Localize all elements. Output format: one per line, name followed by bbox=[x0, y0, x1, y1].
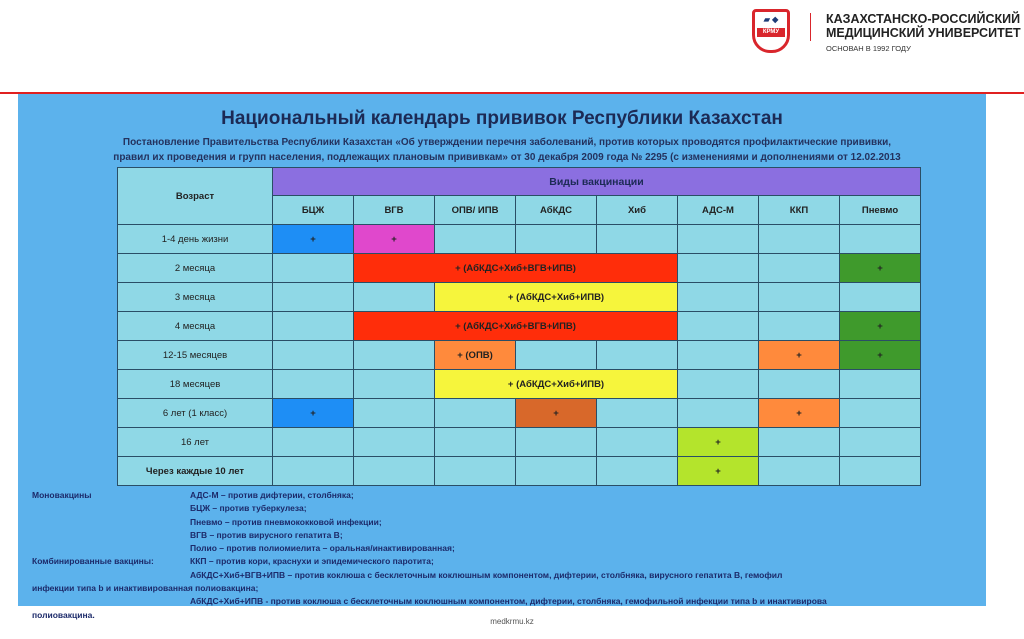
column-header: Хиб bbox=[597, 196, 678, 225]
empty-cell bbox=[759, 254, 840, 283]
empty-cell bbox=[759, 283, 840, 312]
vaccination-cell: + bbox=[840, 312, 921, 341]
vaccination-cell: + bbox=[759, 399, 840, 428]
empty-cell bbox=[678, 370, 759, 399]
vaccination-calendar-photo bbox=[18, 94, 986, 620]
age-cell: 3 месяца bbox=[118, 283, 273, 312]
empty-cell bbox=[678, 254, 759, 283]
table-row bbox=[118, 341, 921, 370]
table-row bbox=[118, 428, 921, 457]
legend-line: Комбинированные вакцины: ККП – против кори, краснухи и эпидемического паротита; bbox=[32, 556, 434, 567]
empty-cell bbox=[840, 428, 921, 457]
age-cell: 12-15 месяцев bbox=[118, 341, 273, 370]
legend-line: Моновакцины АДС-М – против дифтерии, столбняка; bbox=[32, 490, 354, 500]
age-cell: Через каждые 10 лет bbox=[118, 457, 273, 486]
table-row bbox=[118, 254, 921, 283]
empty-cell bbox=[516, 225, 597, 254]
empty-cell bbox=[273, 428, 354, 457]
empty-cell bbox=[840, 225, 921, 254]
divider bbox=[810, 13, 811, 41]
age-cell: 6 лет (1 класс) bbox=[118, 399, 273, 428]
doc-subtitle: Постановление Правительства Республики Казахстан «Об утверждении перечня заболеваний, против которых проводятся профилактические прививки, правил их проведения и групп населения, подлежащих плановым прививкам» от 30 декабря 2009 года № 2295 (с изменениями и дополнениями от 12.02.2013 bbox=[113, 137, 901, 163]
empty-cell bbox=[435, 399, 516, 428]
empty-cell bbox=[597, 225, 678, 254]
age-header: Возраст bbox=[118, 168, 273, 225]
legend-line: инфекции типа b и инактивированная полиовакцина; bbox=[32, 583, 259, 594]
group-header: Виды вакцинации bbox=[273, 168, 921, 196]
vaccination-cell: + bbox=[678, 457, 759, 486]
vaccination-cell: + (АбКДС+Хиб+ИПВ) bbox=[435, 283, 678, 312]
empty-cell bbox=[759, 457, 840, 486]
empty-cell bbox=[435, 428, 516, 457]
empty-cell bbox=[678, 312, 759, 341]
header-row bbox=[118, 168, 921, 196]
vaccination-cell: + (АбКДС+Хиб+ИПВ) bbox=[435, 370, 678, 399]
legend bbox=[32, 489, 982, 622]
empty-cell bbox=[354, 283, 435, 312]
age-cell: 2 месяца bbox=[118, 254, 273, 283]
age-cell: 18 месяцев bbox=[118, 370, 273, 399]
empty-cell bbox=[840, 370, 921, 399]
university-name: КАЗАХСТАНСКО-РОССИЙСКИЙ МЕДИЦИНСКИЙ УНИВЕРСИТЕТ bbox=[826, 12, 1021, 40]
vaccination-cell: + bbox=[354, 225, 435, 254]
vaccination-cell: + bbox=[273, 225, 354, 254]
table-row bbox=[118, 399, 921, 428]
vaccination-cell: + bbox=[678, 428, 759, 457]
empty-cell bbox=[516, 428, 597, 457]
doc-title: Национальный календарь прививок Республики Казахстан bbox=[221, 108, 783, 129]
empty-cell bbox=[759, 312, 840, 341]
empty-cell bbox=[435, 225, 516, 254]
empty-cell bbox=[597, 399, 678, 428]
legend-line: АбКДС+Хиб+ИПВ - против коклюша с бесклеточным коклюшным компонентом, дифтерии, столбняка, гемофильной инфекции типа b и инактивирова bbox=[190, 596, 827, 607]
age-cell: 16 лет bbox=[118, 428, 273, 457]
university-logo: ▰ ◆ КРМУ bbox=[752, 9, 790, 53]
empty-cell bbox=[840, 283, 921, 312]
column-header: ККП bbox=[759, 196, 840, 225]
legend-line: полиовакцина. bbox=[32, 609, 95, 620]
empty-cell bbox=[759, 370, 840, 399]
empty-cell bbox=[273, 370, 354, 399]
vaccination-cell: + (АбКДС+Хиб+ВГВ+ИПВ) bbox=[354, 254, 678, 283]
empty-cell bbox=[354, 457, 435, 486]
empty-cell bbox=[435, 457, 516, 486]
empty-cell bbox=[273, 283, 354, 312]
empty-cell bbox=[273, 312, 354, 341]
footer-url: medkrmu.kz bbox=[490, 617, 534, 626]
empty-cell bbox=[273, 341, 354, 370]
empty-cell bbox=[759, 225, 840, 254]
vaccination-cell: + bbox=[273, 399, 354, 428]
vaccination-cell: + (ОПВ) bbox=[435, 341, 516, 370]
empty-cell bbox=[516, 457, 597, 486]
empty-cell bbox=[354, 341, 435, 370]
empty-cell bbox=[516, 341, 597, 370]
empty-cell bbox=[759, 428, 840, 457]
empty-cell bbox=[273, 254, 354, 283]
table-row bbox=[118, 283, 921, 312]
empty-cell bbox=[597, 457, 678, 486]
book-icon: ▰ ◆ bbox=[763, 15, 779, 24]
column-header: ВГВ bbox=[354, 196, 435, 225]
column-header: Пневмо bbox=[840, 196, 921, 225]
empty-cell bbox=[678, 399, 759, 428]
table-row bbox=[118, 370, 921, 399]
vaccination-table bbox=[117, 167, 921, 486]
age-cell: 4 месяца bbox=[118, 312, 273, 341]
legend-line: ВГВ – против вирусного гепатита В; bbox=[190, 529, 343, 540]
empty-cell bbox=[678, 341, 759, 370]
empty-cell bbox=[273, 457, 354, 486]
column-header: БЦЖ bbox=[273, 196, 354, 225]
founded-text: ОСНОВАН В 1992 ГОДУ bbox=[826, 44, 911, 53]
vaccination-cell: + bbox=[840, 341, 921, 370]
table-row bbox=[118, 457, 921, 486]
empty-cell bbox=[354, 399, 435, 428]
vaccination-cell: + bbox=[840, 254, 921, 283]
empty-cell bbox=[354, 428, 435, 457]
empty-cell bbox=[678, 283, 759, 312]
legend-line: Пневмо – против пневмококковой инфекции; bbox=[190, 516, 382, 527]
legend-line: Полио – против полиомиелита – оральная/инактивированная; bbox=[190, 543, 455, 554]
empty-cell bbox=[597, 341, 678, 370]
table-row bbox=[118, 225, 921, 254]
empty-cell bbox=[840, 399, 921, 428]
vaccination-cell: + (АбКДС+Хиб+ВГВ+ИПВ) bbox=[354, 312, 678, 341]
age-cell: 1-4 день жизни bbox=[118, 225, 273, 254]
legend-line: АбКДС+Хиб+ВГВ+ИПВ – против коклюша с бесклеточным коклюшным компонентом, дифтерии, столбняка, вирусного гепатита В, гемофил bbox=[190, 569, 783, 580]
legend-line: БЦЖ – против туберкулеза; bbox=[190, 503, 307, 514]
column-header: АбКДС bbox=[516, 196, 597, 225]
empty-cell bbox=[840, 457, 921, 486]
column-header: АДС-М bbox=[678, 196, 759, 225]
empty-cell bbox=[354, 370, 435, 399]
column-header: ОПВ/ ИПВ bbox=[435, 196, 516, 225]
empty-cell bbox=[678, 225, 759, 254]
vaccination-cell: + bbox=[516, 399, 597, 428]
empty-cell bbox=[597, 428, 678, 457]
vaccination-cell: + bbox=[759, 341, 840, 370]
table-row bbox=[118, 312, 921, 341]
